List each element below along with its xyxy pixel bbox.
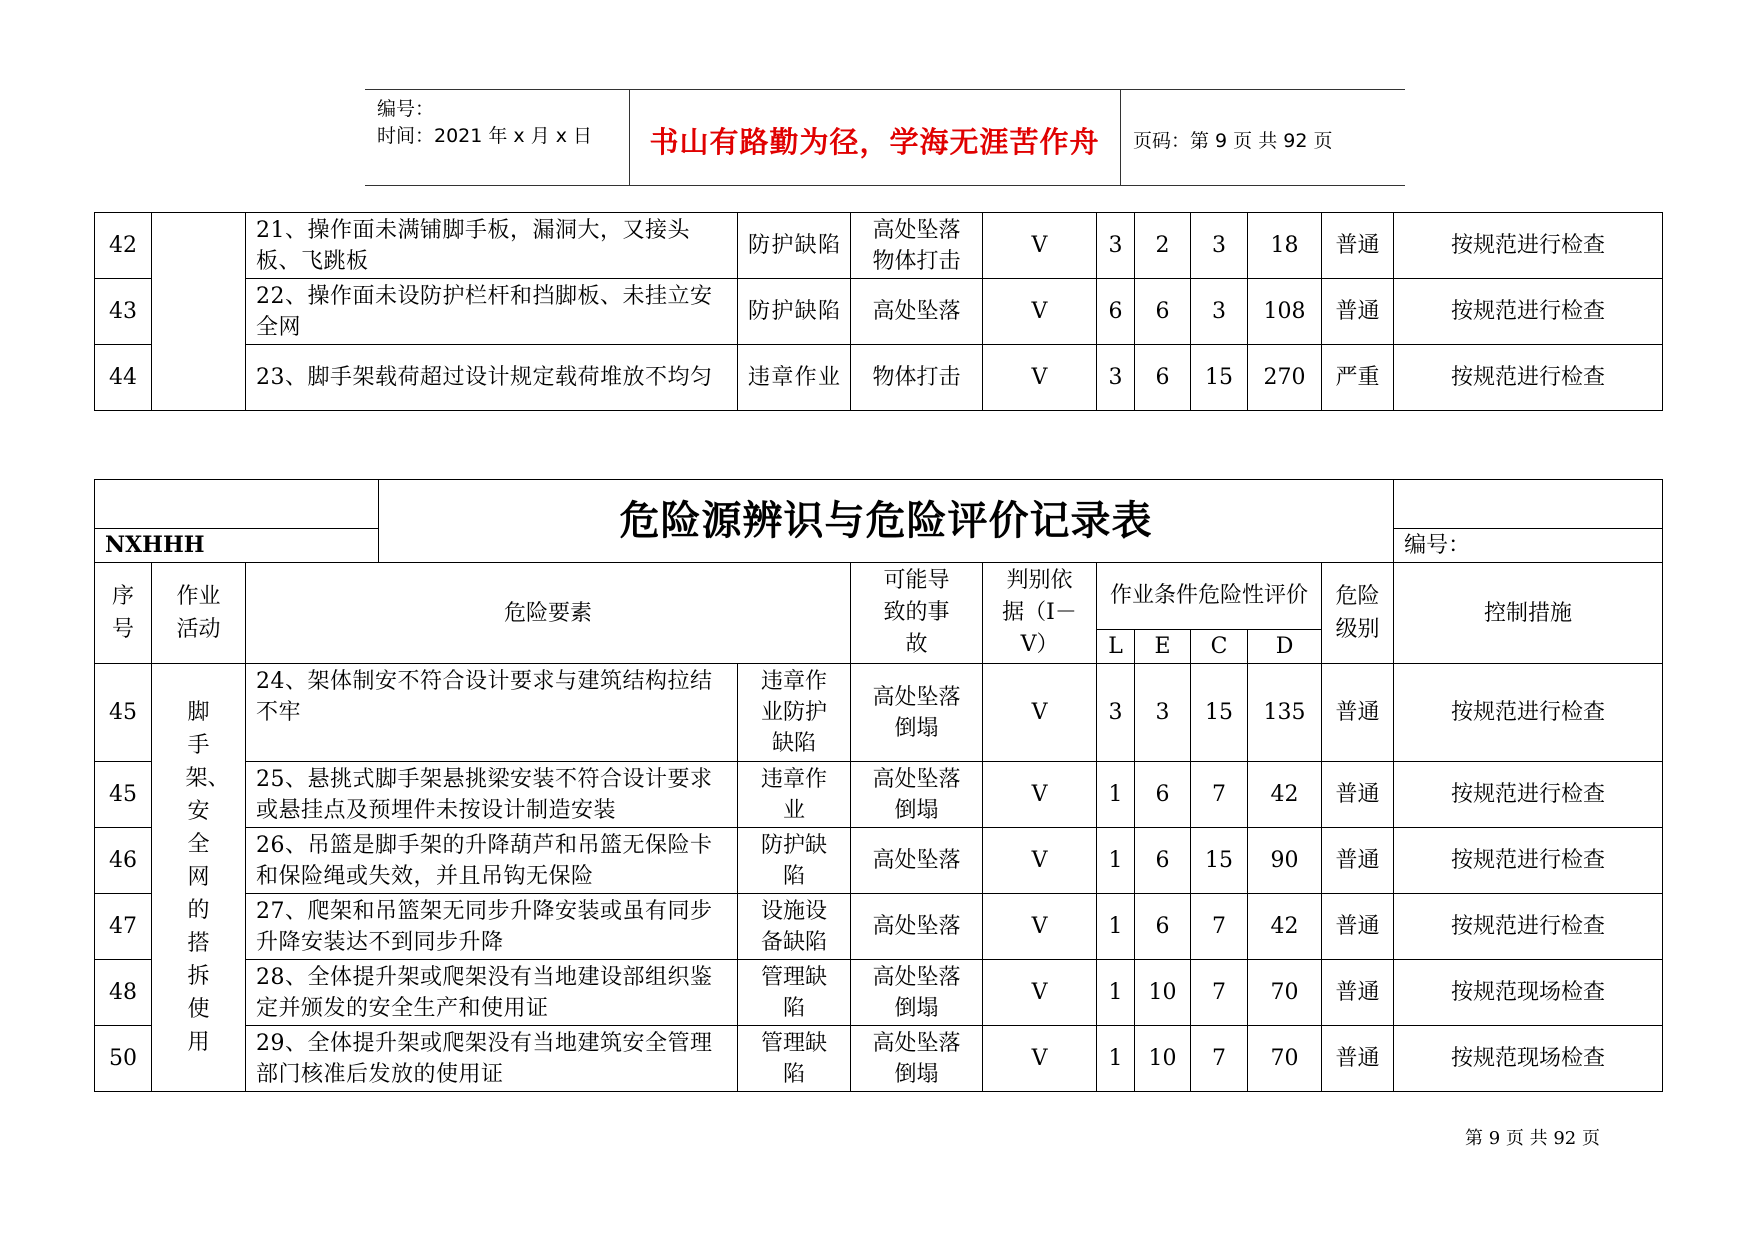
form-number-label: 编号：: [1394, 529, 1663, 563]
row-hazard-factor: 21、操作面未满铺脚手板，漏洞大，又接头板、飞跳板: [246, 213, 738, 279]
col-eval-header: 作业条件危险性评价: [1097, 563, 1322, 630]
row-C: 7: [1191, 1026, 1248, 1092]
row-level: 普通: [1322, 664, 1394, 762]
row-measure: 按规范进行检查: [1394, 345, 1663, 411]
header-divider: [1120, 90, 1121, 185]
row-judge: V: [983, 762, 1097, 828]
hazard-record-table: [94, 479, 1663, 1092]
row-judge: V: [983, 279, 1097, 345]
row-level: 严重: [1322, 345, 1394, 411]
row-accident: 高处坠落倒塌: [851, 1026, 983, 1092]
row-E: 3: [1135, 664, 1191, 762]
activity-label: 脚手架、安全网的搭拆使用: [185, 700, 230, 1055]
row-measure: 按规范现场检查: [1394, 1026, 1663, 1092]
row-L: 1: [1097, 828, 1135, 894]
row-hazard-factor: 23、脚手架载荷超过设计规定载荷堆放不均匀: [246, 345, 738, 411]
row-level: 普通: [1322, 960, 1394, 1026]
page-header: [365, 89, 1405, 186]
row-accident: 物体打击: [851, 345, 983, 411]
row-number: 50: [95, 1026, 152, 1092]
header-meta: [377, 96, 617, 150]
row-D: 108: [1248, 279, 1322, 345]
row-C: 7: [1191, 894, 1248, 960]
col-measure-header: 控制措施: [1394, 563, 1663, 664]
row-number: 46: [95, 828, 152, 894]
form-title: 危险源辨识与危险评价记录表: [379, 480, 1394, 563]
row-factor-type: 防护缺陷: [738, 213, 851, 279]
row-number: 45: [95, 762, 152, 828]
row-factor-type: 违章作业: [738, 762, 851, 828]
table-row: [95, 213, 1663, 279]
row-level: 普通: [1322, 894, 1394, 960]
row-number: 42: [95, 213, 152, 279]
row-E: 6: [1135, 894, 1191, 960]
row-factor-type: 设施设备缺陷: [738, 894, 851, 960]
row-measure: 按规范进行检查: [1394, 664, 1663, 762]
row-measure: 按规范进行检查: [1394, 213, 1663, 279]
row-hazard-factor: 24、架体制安不符合设计要求与建筑结构拉结不牢: [246, 664, 738, 762]
row-E: 6: [1135, 345, 1191, 411]
row-hazard-factor: 25、悬挑式脚手架悬挑梁安装不符合设计要求或悬挂点及预埋件未按设计制造安装: [246, 762, 738, 828]
row-measure: 按规范进行检查: [1394, 762, 1663, 828]
row-C: 7: [1191, 762, 1248, 828]
row-hazard-factor: 28、全体提升架或爬架没有当地建设部组织鉴定并颁发的安全生产和使用证: [246, 960, 738, 1026]
row-judge: V: [983, 664, 1097, 762]
row-hazard-factor: 29、全体提升架或爬架没有当地建筑安全管理部门核准后发放的使用证: [246, 1026, 738, 1092]
row-judge: V: [983, 213, 1097, 279]
row-level: 普通: [1322, 1026, 1394, 1092]
continuation-table: [94, 212, 1663, 411]
table-row: [95, 664, 1663, 762]
col-E-header: E: [1135, 630, 1191, 664]
row-E: 10: [1135, 960, 1191, 1026]
row-E: 6: [1135, 279, 1191, 345]
table-row: [95, 345, 1663, 411]
row-L: 1: [1097, 1026, 1135, 1092]
row-number: 44: [95, 345, 152, 411]
table-row: [95, 828, 1663, 894]
row-number: 48: [95, 960, 152, 1026]
row-D: 70: [1248, 960, 1322, 1026]
row-C: 15: [1191, 345, 1248, 411]
row-E: 10: [1135, 1026, 1191, 1092]
row-D: 42: [1248, 762, 1322, 828]
row-D: 90: [1248, 828, 1322, 894]
row-L: 6: [1097, 279, 1135, 345]
col-C-header: C: [1191, 630, 1248, 664]
row-number: 45: [95, 664, 152, 762]
row-L: 3: [1097, 664, 1135, 762]
table-row: [95, 1026, 1663, 1092]
row-accident: 高处坠落倒塌: [851, 762, 983, 828]
row-accident: 高处坠落倒塌: [851, 664, 983, 762]
row-C: 3: [1191, 279, 1248, 345]
row-C: 15: [1191, 664, 1248, 762]
row-C: 15: [1191, 828, 1248, 894]
table-row: [95, 960, 1663, 1026]
header-motto: 书山有路勤为径，学海无涯苦作舟: [649, 125, 1100, 159]
form-code: NXHHH: [95, 529, 379, 563]
page-footer: 第 9 页 共 92 页: [1465, 1128, 1600, 1149]
row-hazard-factor: 26、吊篮是脚手架的升降葫芦和吊篮无保险卡和保险绳或失效，并且吊钩无保险: [246, 828, 738, 894]
row-E: 2: [1135, 213, 1191, 279]
row-judge: V: [983, 345, 1097, 411]
row-level: 普通: [1322, 762, 1394, 828]
row-factor-type: 防护缺陷: [738, 279, 851, 345]
header-page-number: 页码：第 9 页 共 92 页: [1133, 130, 1333, 152]
row-L: 3: [1097, 345, 1135, 411]
row-level: 普通: [1322, 828, 1394, 894]
row-accident: 高处坠落: [851, 279, 983, 345]
row-factor-type: 违章作业: [738, 345, 851, 411]
row-factor-type: 违章作业防护缺陷: [738, 664, 851, 762]
col-judge-header: 判别依据（I－V）: [983, 563, 1097, 664]
col-D-header: D: [1248, 630, 1322, 664]
row-factor-type: 管理缺陷: [738, 1026, 851, 1092]
row-E: 6: [1135, 828, 1191, 894]
row-measure: 按规范进行检查: [1394, 894, 1663, 960]
row-activity-blank: [152, 213, 246, 411]
row-measure: 按规范进行检查: [1394, 279, 1663, 345]
form-number-blank: [1394, 480, 1663, 529]
row-level: 普通: [1322, 279, 1394, 345]
row-judge: V: [983, 894, 1097, 960]
col-activity-header: 作业活动: [152, 563, 246, 664]
row-number: 47: [95, 894, 152, 960]
row-judge: V: [983, 828, 1097, 894]
header-number-label: 编号：: [377, 98, 435, 120]
row-D: 135: [1248, 664, 1322, 762]
row-D: 70: [1248, 1026, 1322, 1092]
row-number: 43: [95, 279, 152, 345]
row-hazard-factor: 22、操作面未设防护栏杆和挡脚板、未挂立安全网: [246, 279, 738, 345]
row-level: 普通: [1322, 213, 1394, 279]
row-activity: [152, 664, 246, 1092]
row-measure: 按规范进行检查: [1394, 828, 1663, 894]
row-factor-type: 管理缺陷: [738, 960, 851, 1026]
row-accident: 高处坠落倒塌: [851, 960, 983, 1026]
row-accident: 高处坠落: [851, 828, 983, 894]
row-D: 270: [1248, 345, 1322, 411]
table-row: [95, 279, 1663, 345]
row-judge: V: [983, 1026, 1097, 1092]
row-L: 1: [1097, 894, 1135, 960]
row-measure: 按规范现场检查: [1394, 960, 1663, 1026]
row-L: 1: [1097, 762, 1135, 828]
col-accident-header: 可能导致的事故: [851, 563, 983, 664]
row-L: 1: [1097, 960, 1135, 1026]
table-row: [95, 894, 1663, 960]
col-L-header: L: [1097, 630, 1135, 664]
row-L: 3: [1097, 213, 1135, 279]
col-level-header: 危险级别: [1322, 563, 1394, 664]
row-hazard-factor: 27、爬架和吊篮架无同步升降安装或虽有同步升降安装达不到同步升降: [246, 894, 738, 960]
col-no-header: 序号: [95, 563, 152, 664]
row-C: 3: [1191, 213, 1248, 279]
row-accident: 高处坠落物体打击: [851, 213, 983, 279]
row-accident: 高处坠落: [851, 894, 983, 960]
row-C: 7: [1191, 960, 1248, 1026]
header-time: 时间：2021 年 x 月 x 日: [377, 125, 593, 147]
row-E: 6: [1135, 762, 1191, 828]
form-code-blank: [95, 480, 379, 529]
col-factor-header: 危险要素: [246, 563, 851, 664]
row-factor-type: 防护缺陷: [738, 828, 851, 894]
row-D: 42: [1248, 894, 1322, 960]
table-row: [95, 762, 1663, 828]
row-D: 18: [1248, 213, 1322, 279]
row-judge: V: [983, 960, 1097, 1026]
